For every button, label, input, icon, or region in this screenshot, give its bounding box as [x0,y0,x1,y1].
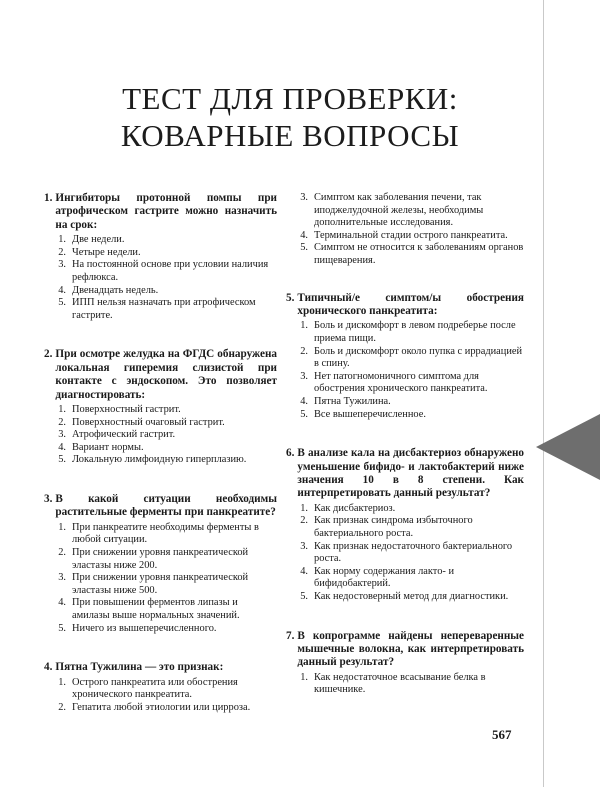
option-number: 4. [58,597,66,609]
title-line-2: КОВАРНЫЕ ВОПРОСЫ [120,118,460,153]
answer-option [44,572,277,597]
spacer [44,334,277,348]
option-text: Симптом не относится к заболеваниям органов пищеварения. [314,242,524,266]
question-number: 5. [286,291,295,304]
option-text: Атрофический гастрит. [72,429,176,441]
answer-list [286,320,524,421]
answer-option [44,522,277,547]
question-text: Типичный/е симптом/ы обострения хронического панкреатита: [297,291,524,317]
option-number: 4. [300,395,308,407]
option-number: 2. [58,246,66,258]
answer-option [44,442,277,455]
question-text: При осмотре желудка на ФГДС обнаружена локальная гиперемия слизистой при контакте с эндоскопом. Это позволяет диагностировать: [55,348,277,401]
answer-option [44,547,277,572]
option-text: Как признак синдрома избыточного бактериального роста. [314,515,473,539]
answer-option [286,320,524,345]
answer-option [286,515,524,540]
option-text: Боль и дискомфорт в левом подреберье после приема пищи. [314,320,516,344]
answer-option [286,396,524,409]
option-text: Ничего из вышеперечисленного. [72,622,217,634]
answer-option [286,346,524,371]
option-text: Гепатита любой этиологии или цирроза. [72,701,251,713]
option-number: 3. [300,540,308,552]
option-number: 3. [58,572,66,584]
option-number: 1. [58,404,66,415]
right-column [286,192,524,709]
question-6 [286,447,524,603]
option-number: 5. [300,408,308,420]
spacer [286,616,524,630]
option-text: Поверхностный очаговый гастрит. [72,416,225,428]
option-text: Локальную лимфоидную гиперплазию. [72,454,247,466]
option-number: 2. [58,701,66,713]
option-text: Как дисбактериоз. [314,502,396,514]
answer-option [44,297,277,322]
option-number: 5. [58,297,66,309]
question-7 [286,630,524,697]
answer-option [286,409,524,422]
answer-list [44,234,277,322]
option-number: 4. [300,565,308,577]
option-number: 5. [58,622,66,634]
answer-option [44,247,277,260]
answer-option [286,541,524,566]
question-number: 7. [286,629,295,642]
option-number: 4. [300,229,308,241]
question-text: В анализе кала на дисбактериоз обнаружено уменьшение бифидо- и лактобактерий ниже значения 10 в 8 степени. Как интерпретировать данный результат? [297,447,524,500]
question-2 [44,348,277,467]
option-text: Двенадцать недель. [72,284,159,296]
question-text: Ингибиторы протонной помпы при атрофическом гастрите можно назначить на срок: [55,192,277,231]
question-number: 2. [44,348,53,361]
answer-option [286,591,524,604]
answer-option [286,371,524,396]
left-column [44,192,277,726]
option-number: 3. [300,192,308,203]
page-title [100,80,480,154]
option-text: Симптом как заболевания печени, так иподжелудочной железы, необходимы дополнительные исследования. [314,192,484,229]
option-text: Две недели. [72,234,125,246]
option-number: 2. [58,546,66,558]
option-text: Как норму содержания лакто- и бифидобактерий. [314,565,455,590]
answer-option [286,192,524,230]
title-line-1: ТЕСТ ДЛЯ ПРОВЕРКИ: [122,81,458,116]
option-text: ИПП нельзя назначать при атрофическом гастрите. [72,297,256,321]
option-number: 1. [58,521,66,533]
answer-option [44,429,277,442]
question-4 [44,661,277,714]
option-text: При снижении уровня панкреатической эластазы ниже 200. [72,546,249,571]
page-edge-rule [543,0,544,787]
answer-option [44,285,277,298]
question-text: В какой ситуации необходимы растительные ферменты при панкреатите? [55,492,277,519]
option-number: 3. [58,429,66,441]
option-number: 5. [300,590,308,602]
option-number: 5. [300,242,308,254]
answer-option [44,677,277,702]
option-text: На постоянной основе при условии наличия рефлюкса. [72,259,269,283]
answer-list [44,677,277,715]
answer-option [44,259,277,284]
answer-option [44,404,277,417]
option-number: 4. [58,441,66,453]
option-text: Поверхностный гастрит. [72,404,181,415]
option-number: 1. [300,671,308,683]
option-text: Четыре недели. [72,246,141,258]
option-number: 1. [300,502,308,514]
question-5 [286,292,524,422]
spacer [286,433,524,447]
answer-list [44,404,277,467]
option-number: 1. [300,320,308,332]
answer-option [44,623,277,636]
option-text: Пятна Тужилина. [314,395,391,407]
answer-option [44,417,277,430]
option-number: 5. [58,454,66,466]
option-text: При панкреатите необходимы ферменты в любой ситуации. [72,521,259,546]
answer-list [44,522,277,635]
option-text: Вариант нормы. [72,441,144,453]
option-text: Все вышеперечисленное. [314,408,426,420]
question-text: В копрограмме найдены непереваренные мышечные волокна, как интерпретировать данный результат? [297,629,524,669]
answer-option [286,242,524,267]
answer-option [286,566,524,591]
option-text: Как недостаточное всасывание белка в кишечнике. [314,671,486,696]
option-text: Как признак недостаточного бактериального роста. [314,540,513,565]
chapter-tab-marker [536,414,600,480]
option-text: Нет патогномоничного симптома для обострения хронического панкреатита. [314,370,488,395]
answer-option [286,672,524,697]
question-number: 6. [286,447,295,460]
answer-option [44,234,277,247]
question-3 [44,493,277,635]
option-text: При повышении ферментов липазы и амилазы выше нормальных значений. [72,597,240,621]
option-text: Боль и дискомфорт около пупка с иррадиацией в спину. [314,345,523,370]
option-number: 4. [58,284,66,296]
option-number: 2. [300,345,308,357]
spacer [44,647,277,661]
question-number: 4. [44,661,53,674]
option-number: 3. [300,370,308,382]
option-text: При снижении уровня панкреатической эластазы ниже 500. [72,572,249,596]
spacer [286,268,524,292]
option-number: 1. [58,676,66,688]
question-number: 1. [44,192,53,204]
answer-option [44,454,277,467]
question-4-continued-answers [286,192,524,268]
answer-list [286,503,524,604]
answer-option [286,503,524,516]
option-text: Острого панкреатита или обострения хронического панкреатита. [72,676,238,701]
question-1 [44,192,277,322]
question-number: 3. [44,492,53,505]
answer-list [286,672,524,697]
option-number: 3. [58,259,66,271]
option-number: 2. [300,515,308,527]
answer-option [44,597,277,622]
spacer [44,479,277,493]
question-text: Пятна Тужилина — это признак: [55,661,224,674]
option-text: Как недостоверный метод для диагностики. [314,590,509,602]
option-number: 2. [58,416,66,428]
option-text: Терминальной стадии острого панкреатита. [314,229,508,241]
page-number: 567 [492,727,512,742]
option-number: 1. [58,234,66,246]
answer-option [44,702,277,715]
answer-option [286,230,524,243]
